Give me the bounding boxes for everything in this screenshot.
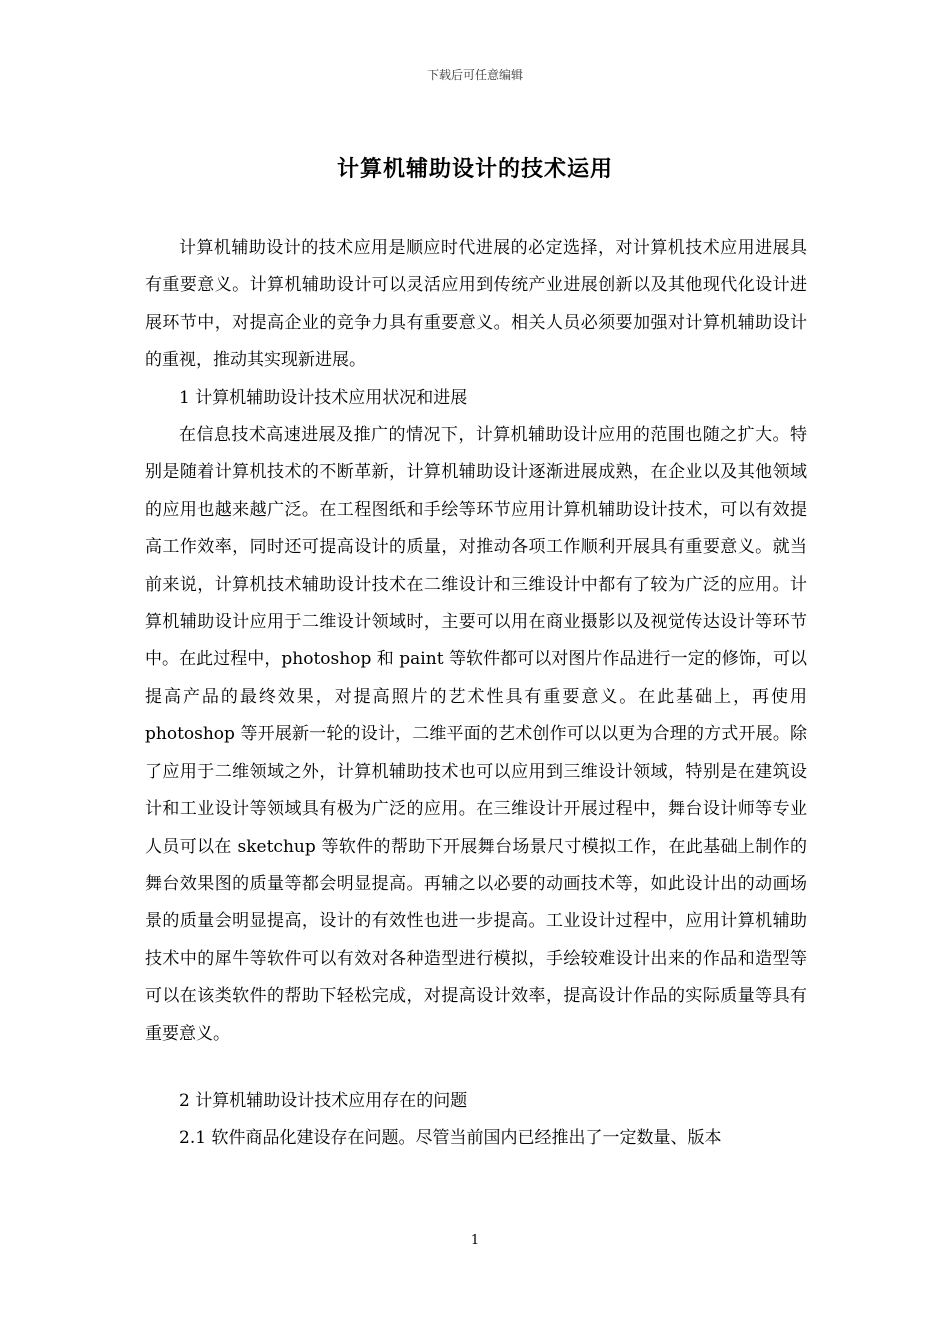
page-header-note: 下载后可任意编辑	[426, 68, 523, 82]
paragraph-section-2-1: 2.1 软件商品化建设存在问题。尽管当前国内已经推出了一定数量、版本	[179, 1128, 722, 1149]
page-number: 1	[470, 1233, 480, 1248]
section-heading-2: 2 计算机辅助设计技术应用存在的问题	[179, 1090, 468, 1111]
paragraph-section-1: 在信息技术高速进展及推广的情况下，计算机辅助设计应用的范围也随之扩大。特别是随着计算机技术的不断革新，计算机辅助设计逐渐进展成熟，在企业以及其他领域的应用也越来越广泛。在工程图纸和手绘等环节应用计算机辅助设计技术，可以有效提高工作效率，同时还可提高设计的质量，对推动各项工作顺利开展具有重要意义。就当前来说，计算机技术辅助设计技术在二维设计和三维设计中都有了较为广泛的应用。计算机辅助设计应用于二维设计领域时，主要可以用在商业摄影以及视觉传达设计等环节中。在此过程中，photoshop 和 paint 等软件都可以对图片作品进行一定的修饰，可以提高产品的最终效果，对提高照片的艺术性具有重要意义。在此基础上，再使用 photoshop 等开展新一轮的设计，二维平面的艺术创作可以以更为合理的方式开展。除了应用于二维领域之外，计算机辅助技术也可以应用到三维设计领域，特别是在建筑设计和工业设计等领域具有极为广泛的应用。在三维设计开展过程中，舞台设计师等专业人员可以在 sketchup 等软件的帮助下开展舞台场景尺寸模拟工作，在此基础上制作的舞台效果图的质量等都会明显提高。再辅之以必要的动画技术等，如此设计出的动画场景的质量会明显提高，设计的有效性也进一步提高。工业设计过程中，应用计算机辅助技术中的犀牛等软件可以有效对各种造型进行模拟，手绘较难设计出来的作品和造型等可以在该类软件的帮助下轻松完成，对提高设计效率，提高设计作品的实际质量等具有重要意义。	[145, 425, 807, 1044]
paragraph-intro: 计算机辅助设计的技术应用是顺应时代进展的必定选择，对计算机技术应用进展具有重要意义。计算机辅助设计可以灵活应用到传统产业进展创新以及其他现代化设计进展环节中，对提高企业的竞争力具有重要意义。相关人员必须要加强对计算机辅助设计的重视，推动其实现新进展。	[145, 238, 807, 371]
section-heading-1: 1 计算机辅助设计技术应用状况和进展	[179, 387, 468, 408]
document-body	[145, 230, 807, 1158]
document-title: 计算机辅助设计的技术运用	[336, 156, 613, 182]
